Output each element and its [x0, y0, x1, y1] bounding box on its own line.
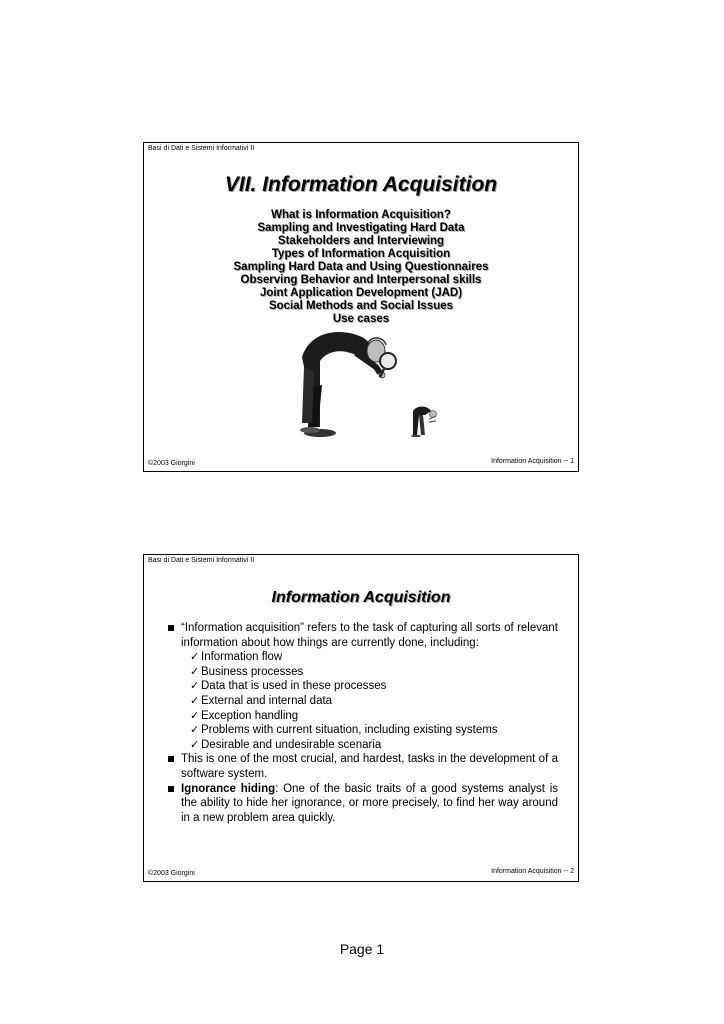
check-item-text: Exception handling — [201, 709, 299, 722]
slide-footer-page: Information Acquisition -- 1 — [491, 458, 574, 465]
check-item-text: Desirable and undesirable scenaria — [201, 738, 382, 751]
check-item — [190, 694, 558, 709]
slide-title: Information Acquisition — [271, 589, 451, 606]
bullet-item — [166, 752, 558, 781]
slide-2 — [143, 554, 579, 882]
checkmark-icon: ✓ — [190, 724, 200, 737]
check-item-text: Problems with current situation, including existing systems — [201, 724, 498, 737]
topic-item: Types of Information Acquisition — [271, 248, 451, 260]
man-with-magnifier-illustration — [296, 327, 398, 439]
slide-footer-copyright: ©2003 Giorgini — [148, 460, 195, 467]
topic-item: Observing Behavior and Interpersonal skills — [240, 274, 482, 286]
square-bullet-icon — [168, 625, 174, 631]
bullet-text: “Information acquisition” refers to the task of capturing all sorts of relevant information about how things are currently done, including: — [181, 622, 558, 649]
topic-item: Use cases — [332, 313, 390, 325]
slide-footer-page: Information Acquisition -- 2 — [491, 868, 574, 875]
slide-header: Basi di Dati e Sistemi Informativi II — [148, 557, 255, 564]
topic-item: What is Information Acquisition? — [271, 209, 451, 221]
check-item-text: Business processes — [201, 665, 304, 678]
bullet-item — [166, 782, 558, 826]
topic-list — [144, 209, 578, 326]
check-item — [190, 709, 558, 724]
check-item — [190, 679, 558, 694]
slide-title: VII. Information Acquisition — [224, 173, 498, 196]
checkmark-icon: ✓ — [190, 665, 200, 678]
check-item-text: Information flow — [201, 651, 283, 664]
page-number-label: Page 1 — [339, 941, 385, 957]
bullet-item — [166, 621, 558, 650]
checkmark-icon: ✓ — [190, 738, 200, 751]
checklist — [166, 650, 558, 752]
slide-footer-copyright: ©2003 Giorgini — [148, 870, 195, 877]
bullet-text: This is one of the most crucial, and hardest, tasks in the development of a software system. — [181, 753, 558, 780]
check-item-text: External and internal data — [201, 694, 333, 707]
checkmark-icon: ✓ — [190, 680, 200, 693]
topic-item: Sampling Hard Data and Using Questionnaires — [233, 261, 489, 273]
check-item — [190, 738, 558, 753]
slide-1 — [143, 142, 579, 472]
checkmark-icon: ✓ — [190, 651, 200, 664]
topic-item: Joint Application Development (JAD) — [259, 287, 463, 299]
small-man-illustration — [409, 405, 439, 437]
checkmark-icon: ✓ — [190, 694, 200, 707]
topic-item: Sampling and Investigating Hard Data — [257, 222, 465, 234]
check-item-text: Data that is used in these processes — [201, 680, 387, 693]
slide-body — [166, 621, 558, 825]
topic-item: Stakeholders and Interviewing — [277, 235, 445, 247]
slide-header: Basi di Dati e Sistemi Informativi II — [148, 145, 255, 152]
checkmark-icon: ✓ — [190, 709, 200, 722]
square-bullet-icon — [168, 756, 174, 762]
square-bullet-icon — [168, 786, 174, 792]
check-item — [190, 723, 558, 738]
check-item — [190, 650, 558, 665]
topic-item: Social Methods and Social Issues — [268, 300, 454, 312]
bullet-text: : One of the basic traits of a good systems analyst is the ability to hide her ignorance, or more precisely, to find her way around in a new problem area quickly. — [181, 782, 559, 824]
check-item — [190, 665, 558, 680]
bullet-bold-term: Ignorance hiding — [181, 782, 276, 795]
